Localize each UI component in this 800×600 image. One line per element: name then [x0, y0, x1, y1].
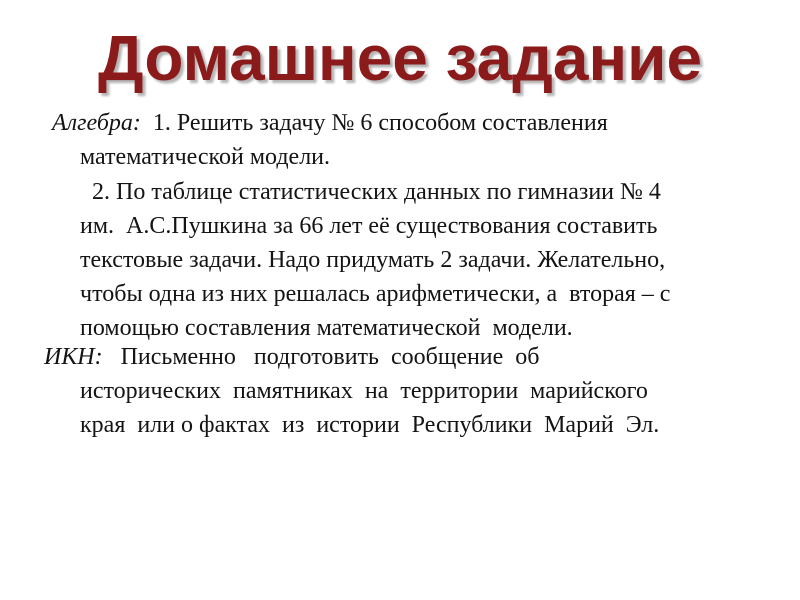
algebra-task-1-line-1 — [52, 106, 608, 140]
ikn-label: ИКН: — [44, 344, 103, 370]
ikn-task — [44, 340, 660, 442]
algebra-task-2 — [80, 175, 670, 345]
algebra-task-2-line-1: 2. По таблице статистических данных по гимназии № 4 — [80, 179, 661, 205]
ikn-line-2: исторических памятниках на территории марийского — [80, 378, 648, 404]
algebra-task-2-line-4: чтобы одна из них решалась арифметически, а вторая – с — [80, 281, 671, 307]
page-title: Домашнее задание — [97, 22, 703, 94]
algebra-task-2-line-3: текстовые задачи. Надо придумать 2 задачи. Желательно, — [80, 247, 666, 273]
algebra-label: Алгебра: — [52, 110, 141, 136]
ikn-text-1: Письменно подготовить сообщение об — [102, 344, 540, 370]
algebra-task-1-text-1: 1. Решить задачу № 6 способом составления — [140, 110, 608, 136]
algebra-task-1-line-2: математической модели. — [80, 144, 331, 170]
algebra-task-1 — [52, 106, 608, 174]
algebra-task-2-line-2: им. А.С.Пушкина за 66 лет её существования составить — [80, 213, 658, 239]
ikn-line-3: края или о фактах из истории Республики Марий Эл. — [80, 412, 660, 438]
algebra-task-2-line-5: помощью составления математической модели. — [80, 315, 573, 341]
ikn-line-1 — [44, 340, 659, 374]
